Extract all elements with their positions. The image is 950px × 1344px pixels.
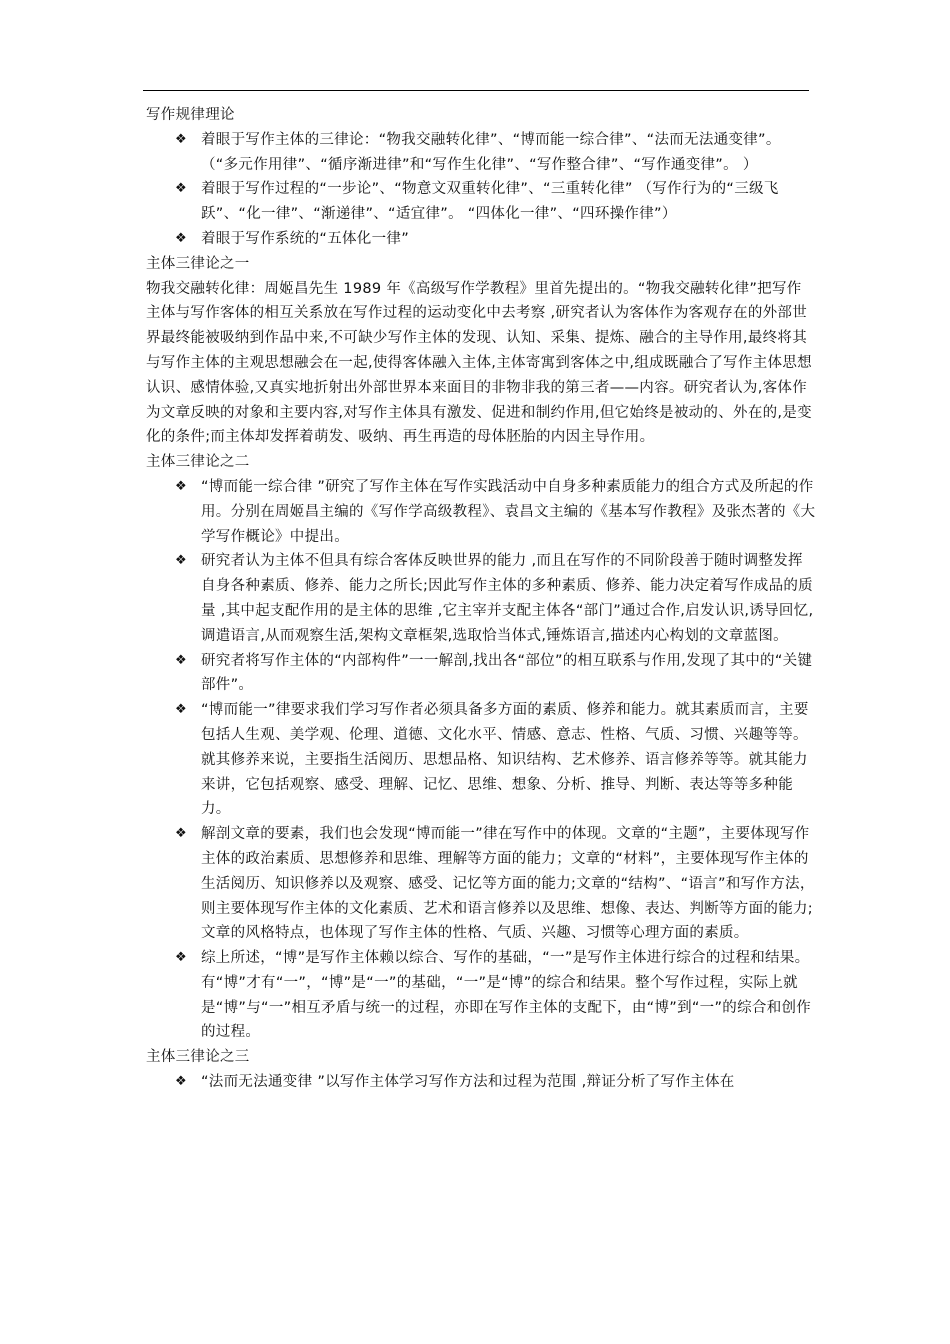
intro-list	[146, 128, 816, 252]
list-item-text: “博而能一”律要求我们学习写作者必须具备多方面的素质、修养和能力。就其素质而言，主要包括人生观、美学观、伦理、道德、文化水平、情感、意志、性格、气质、习惯、兴趣等等。就其修养来说，主要指生活阅历、思想品格、知识结构、艺术修养、语言修养等等。就其能力来讲，它包括观察、感受、理解、记忆、思维、想象、分析、推导、判断、表达等等多种能力。	[201, 702, 809, 818]
list-item	[146, 227, 816, 252]
section3-list	[146, 1070, 816, 1095]
list-item	[146, 549, 816, 648]
diamond-bullet-icon: ❖	[175, 478, 187, 494]
list-item	[146, 822, 816, 946]
section-paragraph: 物我交融转化律：周姬昌先生 1989 年《高级写作学教程》里首先提出的。“物我交融转化律”把写作主体与写作客体的相互关系放在写作过程的运动变化中去考察 ,研究者认为客体作为客观存在的外部世界最终能被吸纳到作品中来,不可缺少写作主体的发现、认知、采集、提炼、融合的主导作用,最终将其与写作主体的主观思想融会在一起,使得客体融入主体,主体寄寓到客体之中,组成既融合了写作主体思想认识、感情体验,又真实地折射出外部世界本来面目的非物非我的第三者——内容。研究者认为,客体作为文章反映的对象和主要内容,对写作主体具有激发、促进和制约作用,但它始终是被动的、外在的,是变化的条件;而主体却发挥着萌发、吸纳、再生再造的母体胚胎的内因主导作用。	[146, 280, 812, 446]
list-item	[146, 128, 816, 178]
section2-list	[146, 475, 816, 1045]
list-item	[146, 177, 816, 227]
list-item	[146, 698, 816, 822]
list-item-text: 着眼于写作主体的三律论：“物我交融转化律”、“博而能一综合律”、“法而无法通变律”。 （“多元作用律”、“循序渐进律”和“写作生化律”、“写作整合律”、“写作通变律”。 ）	[201, 131, 781, 173]
list-item-text: 着眼于写作系统的“五体化一律”	[201, 230, 410, 247]
document-body	[146, 103, 816, 1095]
diamond-bullet-icon: ❖	[175, 652, 187, 668]
diamond-bullet-icon: ❖	[175, 553, 187, 569]
list-item-text: 研究者将写作主体的“内部构件”一一解剖,找出各“部位”的相互联系与作用,发现了其中的“关键部件”。	[201, 652, 813, 694]
list-item-text: 研究者认为主体不但具有综合客体反映世界的能力 ,而且在写作的不同阶段善于随时调整发挥自身各种素质、修养、能力之所长;因此写作主体的多种素质、修养、能力决定着写作成品的质量 ,其中起支配作用的是主体的思维 ,它主宰并支配主体各“部门”通过合作,启发认识,诱导回忆,调遣语言,从而观察生活,架构文章框架,选取恰当体式,锤炼语言,描述内心构划的文章蓝图。	[201, 553, 814, 644]
section-heading: 主体三律论之二	[146, 454, 250, 471]
diamond-bullet-icon: ❖	[175, 702, 187, 718]
diamond-bullet-icon: ❖	[175, 230, 187, 246]
list-item-text: 综上所述，“博”是写作主体赖以综合、写作的基础，“一”是写作主体进行综合的过程和结果。有“博”才有“一”，“博”是“一”的基础，“一”是“博”的综合和结果。整个写作过程，实际上就是“博”与“一”相互矛盾与统一的过程，亦即在写作主体的支配下，由“博”到“一”的综合和创作的过程。	[201, 950, 812, 1041]
diamond-bullet-icon: ❖	[175, 826, 187, 842]
section-heading: 主体三律论之一	[146, 255, 250, 272]
header-rule	[143, 90, 809, 91]
diamond-bullet-icon: ❖	[175, 1074, 187, 1090]
document-title: 写作规律理论	[146, 107, 235, 123]
list-item	[146, 475, 816, 549]
diamond-bullet-icon: ❖	[175, 131, 187, 147]
section-heading: 主体三律论之三	[146, 1049, 250, 1066]
list-item	[146, 1070, 816, 1095]
list-item-text: 解剖文章的要素，我们也会发现“博而能一”律在写作中的体现。文章的“主题”，主要体现写作主体的政治素质、思想修养和思维、理解等方面的能力；文章的“材料”，主要体现写作主体的生活阅历、知识修养以及观察、感受、记忆等方面的能力;文章的“结构”、“语言”和写作方法，则主要体现写作主体的文化素质、艺术和语言修养以及思维、想像、表达、判断等方面的能力;文章的风格特点，也体现了写作主体的性格、气质、兴趣、习惯等心理方面的素质。	[201, 826, 815, 942]
diamond-bullet-icon: ❖	[175, 181, 187, 197]
list-item-text: 着眼于写作过程的“一步论”、“物意文双重转化律”、“三重转化律” （写作行为的“三级飞跃”、“化一律”、“渐递律”、“适宜律”。 “四体化一律”、“四环操作律”）	[201, 181, 779, 223]
list-item-text: “法而无法通变律 ”以写作主体学习写作方法和过程为范围 ,辩证分析了写作主体在	[201, 1074, 735, 1091]
diamond-bullet-icon: ❖	[175, 950, 187, 966]
list-item-text: “博而能一综合律 ”研究了写作主体在写作实践活动中自身多种素质能力的组合方式及所起的作用。分别在周姬昌主编的《写作学高级教程》、袁昌文主编的《基本写作教程》及张杰著的《大学写作概论》中提出。	[201, 478, 816, 545]
list-item	[146, 946, 816, 1045]
list-item	[146, 649, 816, 699]
